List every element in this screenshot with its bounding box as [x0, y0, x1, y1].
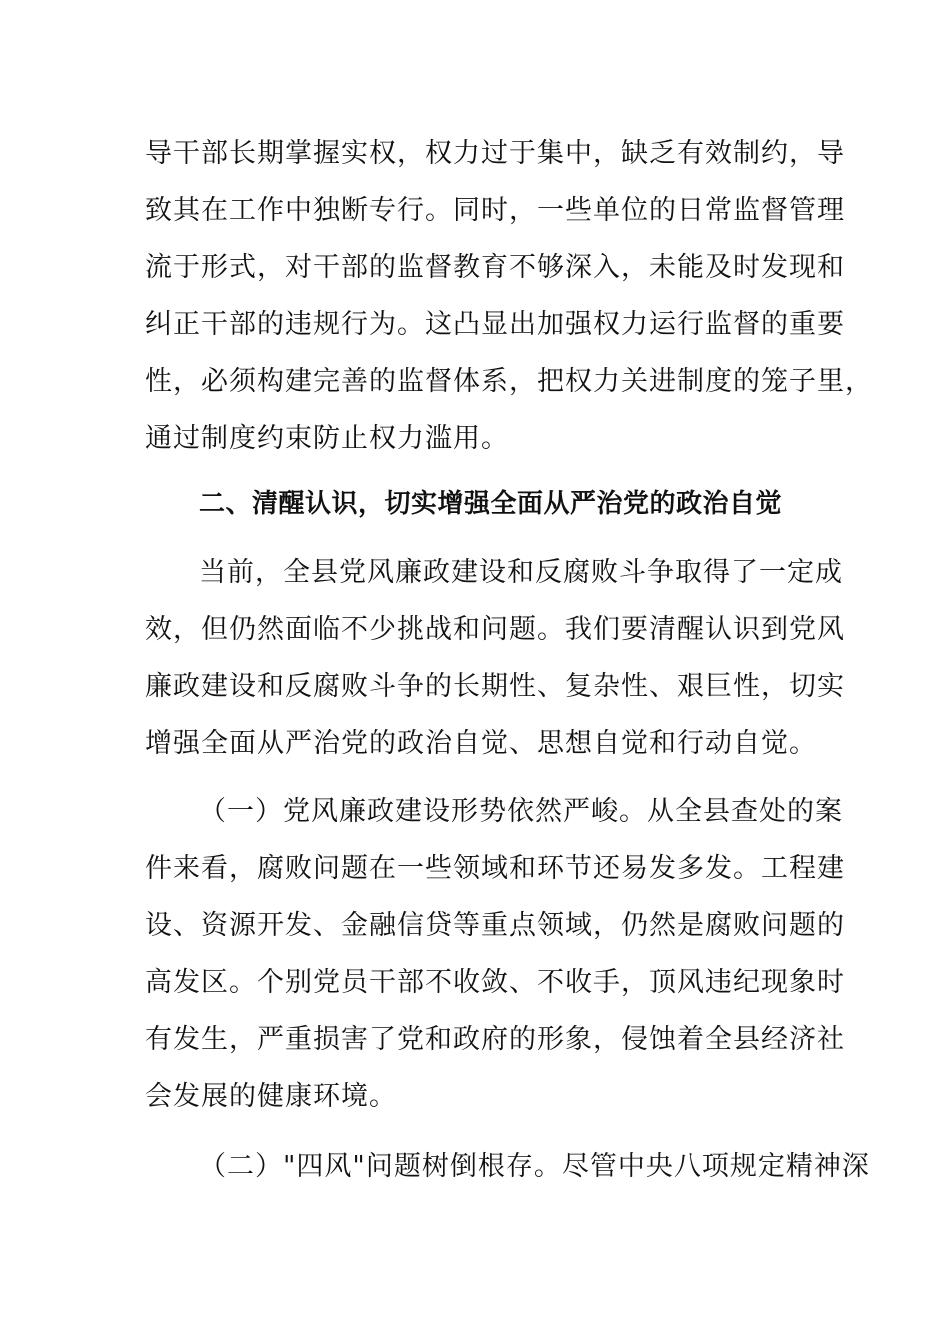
p2-line-4: 增强全面从严治党的政治自觉、思想自觉和行动自觉。 — [145, 728, 817, 759]
p1-line-3: 流于形式，对干部的监督教育不够深入，未能及时发现和 — [145, 252, 845, 283]
p4-line-1: （二）"四风"问题树倒根存。尽管中央八项规定精神深 — [199, 1151, 870, 1182]
p3-line-2: 件来看，腐败问题在一些领域和环节还易发多发。工程建 — [145, 853, 845, 884]
section-heading: 二、清醒认识，切实增强全面从严治党的政治自觉 — [199, 489, 783, 519]
p1-line-2: 致其在工作中独断专行。同时，一些单位的日常监督管理 — [145, 195, 845, 226]
p3-line-6: 会发展的健康环境。 — [145, 1081, 397, 1112]
p3-line-3: 设、资源开发、金融信贷等重点领域，仍然是腐败问题的 — [145, 910, 845, 941]
p1-line-4: 纠正干部的违规行为。这凸显出加强权力运行监督的重要 — [145, 309, 845, 340]
p3-line-5: 有发生，严重损害了党和政府的形象，侵蚀着全县经济社 — [145, 1024, 845, 1055]
p1-line-5: 性，必须构建完善的监督体系，把权力关进制度的笼子里， — [145, 366, 873, 397]
p1-line-1: 导干部长期掌握实权，权力过于集中，缺乏有效制约，导 — [145, 138, 845, 169]
p3-line-4: 高发区。个别党员干部不收敛、不收手，顶风违纪现象时 — [145, 967, 845, 998]
p2-line-3: 廉政建设和反腐败斗争的长期性、复杂性、艰巨性，切实 — [145, 671, 845, 702]
p2-line-2: 效，但仍然面临不少挑战和问题。我们要清醒认识到党风 — [145, 614, 845, 645]
p1-line-6: 通过制度约束防止权力滥用。 — [145, 423, 509, 454]
p2-line-1: 当前，全县党风廉政建设和反腐败斗争取得了一定成 — [199, 557, 843, 588]
p3-line-1: （一）党风廉政建设形势依然严峻。从全县查处的案 — [199, 796, 843, 827]
